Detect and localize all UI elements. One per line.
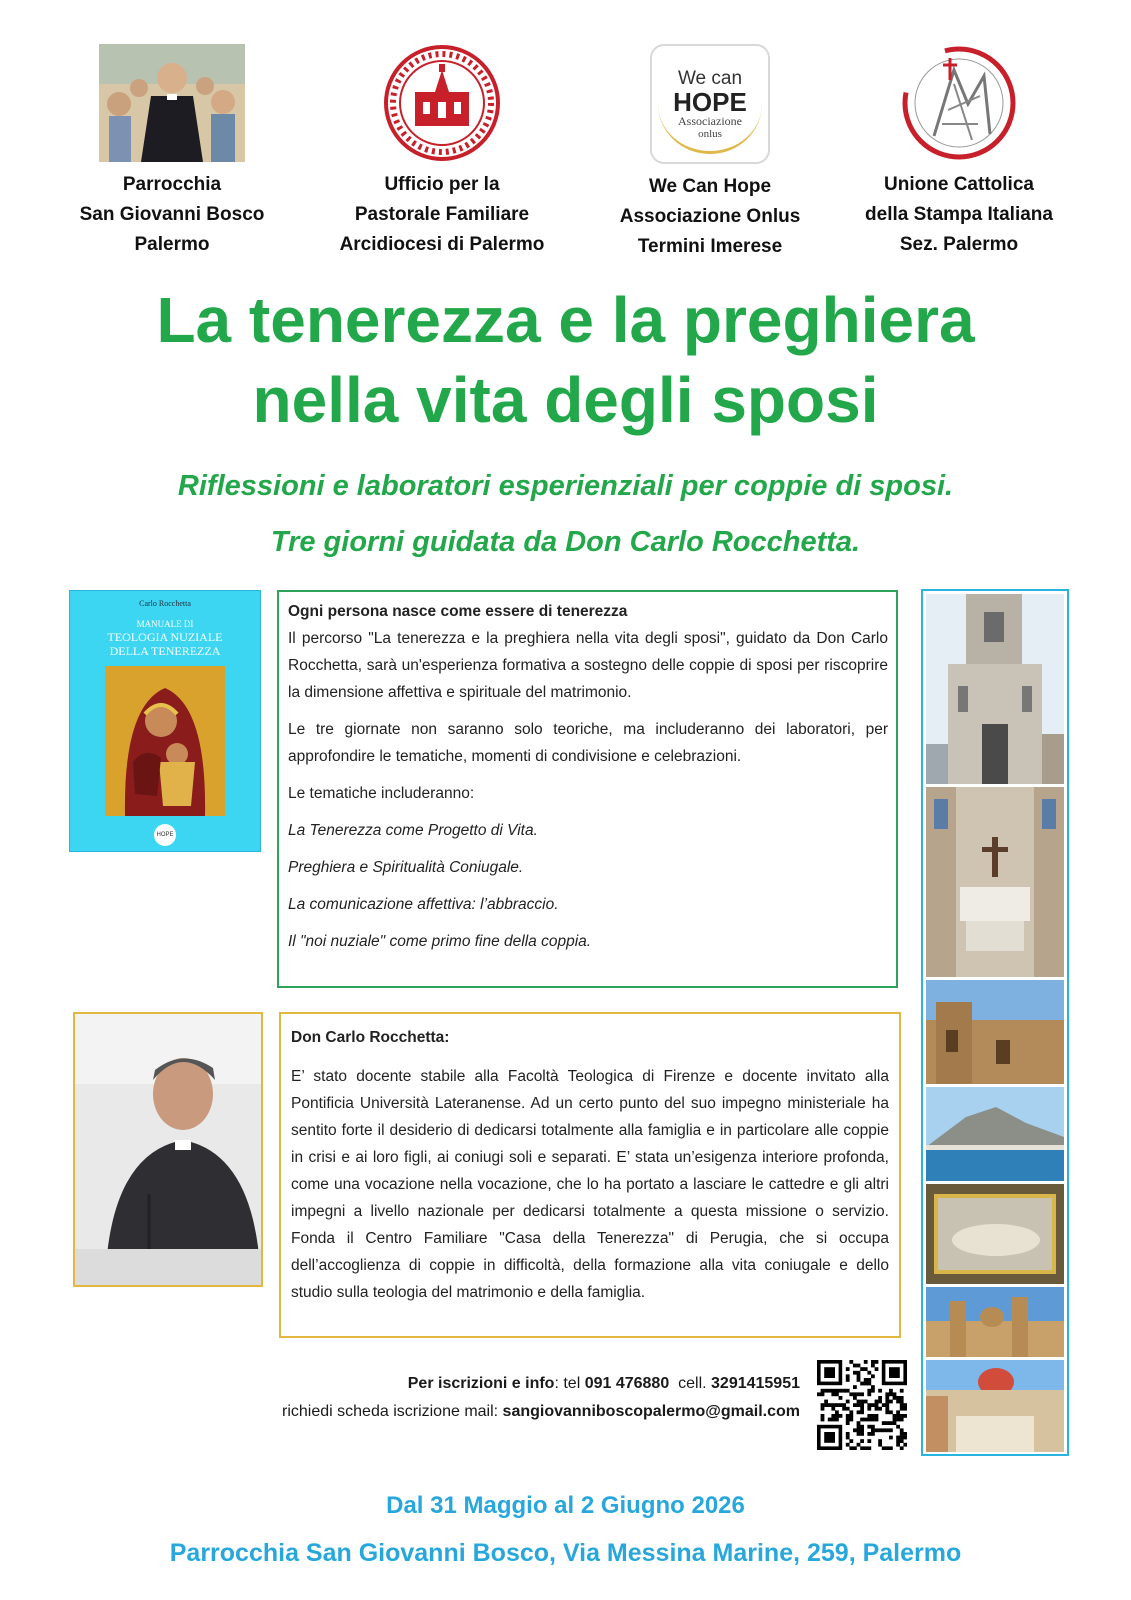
program-box: [277, 590, 898, 988]
cell-label: cell.: [669, 1375, 712, 1392]
org-name-line: Associazione Onlus: [619, 206, 801, 227]
topic-item: La comunicazione affettiva: l’abbraccio.: [288, 896, 559, 913]
org-we-can-hope: [590, 44, 830, 262]
biography-box: [279, 1012, 901, 1338]
mail-label: richiedi scheda iscrizione mail:: [282, 1403, 503, 1420]
org-name-line: Termini Imerese: [637, 236, 783, 257]
book-cover: [69, 590, 261, 852]
book-title-line: MANUALE DI: [136, 619, 194, 629]
reliquary-photo: [926, 1184, 1064, 1284]
program-paragraph: Il percorso "La tenerezza e la preghiera nella vita degli sposi", guidato da Don Carlo Rocchetta, sarà un'esperienza formativa a sostegno delle coppie di sposi per riscoprire la dimensione affettiva e spirituale del matrimonio.: [288, 630, 888, 701]
book-author: Carlo Rocchetta: [139, 599, 191, 608]
org-ucsi: [839, 44, 1079, 260]
qr-code-icon[interactable]: [817, 1360, 907, 1450]
program-heading: Ogni persona nasce come essere di tenerezza: [288, 603, 628, 620]
contact-sep: : tel: [554, 1375, 585, 1392]
org-name-line: Ufficio per la: [384, 174, 500, 195]
org-pastorale: [322, 44, 562, 260]
book-title-line: TEOLOGIA NUZIALE: [107, 630, 223, 644]
logo-arc: [658, 54, 762, 154]
church-interior-photo: [926, 787, 1064, 977]
org-name-line: Unione Cattolica: [884, 174, 1034, 195]
coast-photo: [926, 1087, 1064, 1181]
publisher-badge: HOPE: [154, 824, 176, 846]
logo-text: onlus: [698, 127, 722, 140]
main-title-line: nella vita degli sposi: [252, 364, 879, 436]
subtitle-line-1: Riflessioni e laboratori esperienziali per coppie di sposi.: [177, 470, 954, 502]
red-seal-church-logo: [383, 44, 501, 162]
contact-mail-line: [230, 1398, 800, 1426]
madonna-icon: [105, 666, 225, 816]
book-title: [70, 618, 260, 658]
contact-phone-line: [230, 1370, 800, 1398]
email-link[interactable]: sangiovanniboscopalermo@gmail.com: [502, 1403, 800, 1420]
main-title: [0, 280, 1131, 440]
priest-photo: [73, 1012, 263, 1287]
org-parrocchia: [52, 44, 292, 260]
program-paragraph: Le tematiche includeranno:: [288, 785, 475, 802]
church-exterior-photo: [926, 594, 1064, 784]
topic-item: Il "noi nuziale" come primo fine della coppia.: [288, 933, 592, 950]
org-name-line: Pastorale Familiare: [354, 204, 530, 225]
logo-text: Associazione: [678, 113, 742, 128]
org-name-line: We Can Hope: [648, 176, 772, 197]
event-location: Parrocchia San Giovanni Bosco, Via Messina Marine, 259, Palermo: [169, 1539, 962, 1567]
topic-item: Preghiera e Spiritualità Coniugale.: [288, 859, 524, 876]
event-dates: Dal 31 Maggio al 2 Giugno 2026: [386, 1492, 745, 1519]
cell-number: 3291415951: [711, 1375, 800, 1392]
biography-heading: Don Carlo Rocchetta:: [291, 1029, 450, 1046]
cathedral-photo: [926, 980, 1064, 1084]
phone-number: 091 476880: [584, 1375, 670, 1392]
palermo-cathedral-photo: [926, 1287, 1064, 1357]
topic-item: La Tenerezza come Progetto di Vita.: [288, 822, 538, 839]
logo-text: We can: [677, 67, 743, 89]
ucsi-logo: [898, 44, 1020, 162]
org-name-line: della Stampa Italiana: [865, 204, 1053, 225]
saint-painting-logo: [99, 44, 245, 162]
we-can-hope-logo: [650, 44, 770, 164]
fountain-square-photo: [926, 1360, 1064, 1452]
org-name-line: Arcidiocesi di Palermo: [339, 234, 545, 255]
org-name-line: Sez. Palermo: [899, 234, 1019, 255]
subtitle-line-2: Tre giorni guidata da Don Carlo Rocchetta.: [270, 526, 861, 558]
org-name-line: Palermo: [134, 234, 210, 255]
photo-strip: [921, 589, 1069, 1456]
book-title-line: DELLA TENEREZZA: [109, 644, 221, 658]
program-paragraph: Le tre giornate non saranno solo teoriche, ma includeranno dei laboratori, per approfondire le tematiche, momenti di condivisione e celebrazioni.: [288, 721, 888, 765]
main-title-line: La tenerezza e la preghiera: [156, 284, 975, 356]
biography-text: E’ stato docente stabile alla Facoltà Teologica di Firenze e docente invitato alla Pontificia Università Lateranense. Ad un certo punto del suo impegno ministeriale ha sentito forte il desiderio di dedicarsi totalmente alla famiglia e in particolare alle coppie in crisi e ai loro figli, ai coniugi soli e separati. E’ stata un’esigenza interiore profonda, come una vocazione nella vocazione, che lo ha portato a lasciare le cattedre e gli altri impegni a livello nazionale per dedicarsi totalmente a questa missione o servizio. Fonda il Centro Familiare "Casa della Tenerezza" di Perugia, che si occupa dell’accoglienza di coppie in difficoltà, della formazione alla vita coniugale e dello studio sulla teologia del matrimonio e della famiglia.: [291, 1068, 889, 1301]
org-name-line: San Giovanni Bosco: [79, 204, 265, 225]
logo-text: HOPE: [673, 86, 747, 117]
org-name-line: Parrocchia: [122, 174, 222, 195]
contact-info: [230, 1370, 800, 1426]
contact-label: Per iscrizioni e info: [407, 1375, 555, 1392]
